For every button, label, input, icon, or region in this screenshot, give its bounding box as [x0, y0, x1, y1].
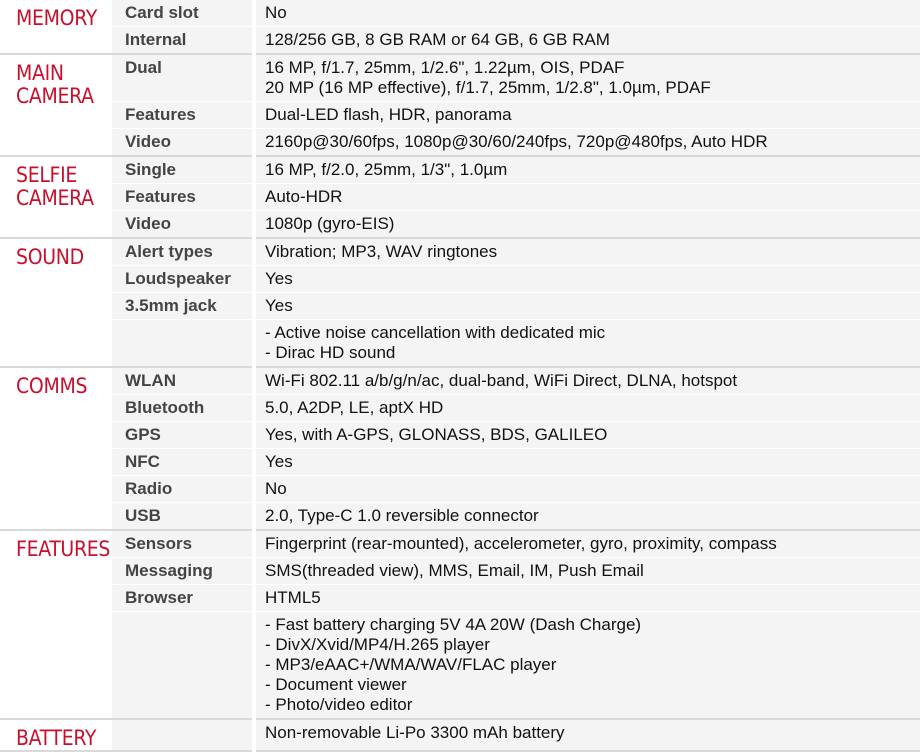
spec-value: [254, 719, 920, 751]
spec-value: [254, 503, 920, 531]
spec-value-line: - Document viewer: [265, 675, 407, 694]
spec-value: [254, 266, 920, 293]
category-selfie-camera: [0, 156, 112, 238]
spec-label: NFC: [112, 449, 254, 476]
spec-value: [254, 238, 920, 266]
spec-value-line: - Fast battery charging 5V 4A 20W (Dash Charge): [265, 615, 642, 634]
spec-value-line: Yes: [265, 296, 293, 315]
spec-label: Dual: [112, 54, 254, 102]
spec-row: [0, 54, 920, 102]
spec-value: [254, 585, 920, 612]
spec-value-line: - MP3/eAAC+/WMA/WAV/FLAC player: [265, 655, 557, 674]
spec-row: [0, 476, 920, 503]
spec-value-line: 128/256 GB, 8 GB RAM or 64 GB, 6 GB RAM: [265, 30, 610, 49]
spec-value-line: - Photo/video editor: [265, 695, 413, 714]
spec-value: [254, 129, 920, 157]
spec-value-line: - Dirac HD sound: [265, 343, 396, 362]
spec-label: WLAN: [112, 367, 254, 395]
spec-value-line: 2160p@30/60fps, 1080p@30/60/240fps, 720p@480fps, Auto HDR: [265, 132, 768, 151]
spec-value-line: Yes: [265, 452, 293, 471]
spec-row: [0, 211, 920, 239]
spec-label: Bluetooth: [112, 395, 254, 422]
spec-row: [0, 184, 920, 211]
category-label: SOUND: [16, 245, 84, 269]
spec-row: [0, 266, 920, 293]
spec-value-line: 2.0, Type-C 1.0 reversible connector: [265, 506, 539, 525]
spec-row: [0, 585, 920, 612]
spec-row: [0, 238, 920, 266]
spec-value: [254, 367, 920, 395]
spec-row: [0, 367, 920, 395]
spec-label: Features: [112, 102, 254, 129]
spec-value: [254, 184, 920, 211]
spec-row: [0, 612, 920, 720]
spec-value-line: 20 MP (16 MP effective), f/1.7, 25mm, 1/2.8", 1.0µm, PDAF: [265, 78, 711, 97]
spec-value: [254, 0, 920, 27]
spec-value: [254, 449, 920, 476]
spec-value-line: 5.0, A2DP, LE, aptX HD: [265, 398, 444, 417]
spec-value-line: Fingerprint (rear-mounted), accelerometer, gyro, proximity, compass: [265, 534, 777, 553]
category-comms: [0, 367, 112, 530]
spec-row: [0, 558, 920, 585]
spec-row: [0, 102, 920, 129]
spec-value-line: Vibration; MP3, WAV ringtones: [265, 242, 498, 261]
spec-label: USB: [112, 503, 254, 531]
spec-value-line: Yes, with A-GPS, GLONASS, BDS, GALILEO: [265, 425, 608, 444]
category-label: SELFIE CAMERA: [16, 163, 94, 210]
spec-label: [112, 320, 254, 368]
spec-label: GPS: [112, 422, 254, 449]
spec-value: [254, 395, 920, 422]
spec-value-line: Auto-HDR: [265, 187, 343, 206]
category-label: MAIN CAMERA: [16, 61, 94, 108]
spec-value: [254, 211, 920, 239]
spec-value-line: HTML5: [265, 588, 321, 607]
spec-row: [0, 129, 920, 157]
spec-value-line: - DivX/Xvid/MP4/H.265 player: [265, 635, 490, 654]
spec-value: [254, 612, 920, 720]
category-label: FEATURES: [16, 537, 111, 561]
spec-value-line: No: [265, 479, 287, 498]
spec-value-line: No: [265, 3, 287, 22]
spec-value: [254, 422, 920, 449]
category-label: COMMS: [16, 374, 88, 398]
category-sound: [0, 238, 112, 367]
spec-label: Browser: [112, 585, 254, 612]
spec-row: [0, 293, 920, 320]
spec-label: Loudspeaker: [112, 266, 254, 293]
spec-row: [0, 27, 920, 55]
spec-label: Radio: [112, 476, 254, 503]
category-label: MEMORY: [16, 6, 97, 30]
spec-value-line: Wi-Fi 802.11 a/b/g/n/ac, dual-band, WiFi Direct, DLNA, hotspot: [265, 371, 738, 390]
spec-value: [254, 102, 920, 129]
spec-value-line: Yes: [265, 269, 293, 288]
spec-label: Alert types: [112, 238, 254, 266]
category-battery: [0, 719, 112, 751]
spec-value: [254, 530, 920, 558]
spec-label: Sensors: [112, 530, 254, 558]
spec-row: [0, 0, 920, 27]
spec-label: Single: [112, 156, 254, 184]
spec-value: [254, 27, 920, 55]
spec-row: [0, 156, 920, 184]
spec-row: [0, 395, 920, 422]
spec-row: [0, 719, 920, 751]
spec-value: [254, 156, 920, 184]
spec-value-line: Dual-LED flash, HDR, panorama: [265, 105, 512, 124]
category-memory: [0, 0, 112, 54]
spec-label: Video: [112, 129, 254, 157]
spec-row: [0, 449, 920, 476]
spec-row: [0, 503, 920, 531]
spec-value-line: 16 MP, f/1.7, 25mm, 1/2.6", 1.22µm, OIS, PDAF: [265, 58, 625, 77]
spec-label: Card slot: [112, 0, 254, 27]
spec-value-line: - Active noise cancellation with dedicated mic: [265, 323, 606, 342]
spec-row: [0, 320, 920, 368]
spec-label: Video: [112, 211, 254, 239]
spec-label: Internal: [112, 27, 254, 55]
spec-value: [254, 320, 920, 368]
category-main-camera: [0, 54, 112, 156]
spec-value-line: Non-removable Li-Po 3300 mAh battery: [265, 723, 565, 742]
spec-value-line: SMS(threaded view), MMS, Email, IM, Push Email: [265, 561, 644, 580]
spec-value: [254, 558, 920, 585]
spec-value: [254, 476, 920, 503]
spec-label: 3.5mm jack: [112, 293, 254, 320]
category-label: BATTERY: [16, 726, 97, 750]
spec-row: [0, 530, 920, 558]
spec-value-line: 16 MP, f/2.0, 25mm, 1/3", 1.0µm: [265, 160, 508, 179]
spec-value-line: 1080p (gyro-EIS): [265, 214, 395, 233]
spec-label: [112, 612, 254, 720]
spec-label: [112, 719, 254, 751]
spec-label: Messaging: [112, 558, 254, 585]
category-features: [0, 530, 112, 719]
spec-value: [254, 293, 920, 320]
spec-label: Features: [112, 184, 254, 211]
spec-row: [0, 422, 920, 449]
spec-value: [254, 54, 920, 102]
